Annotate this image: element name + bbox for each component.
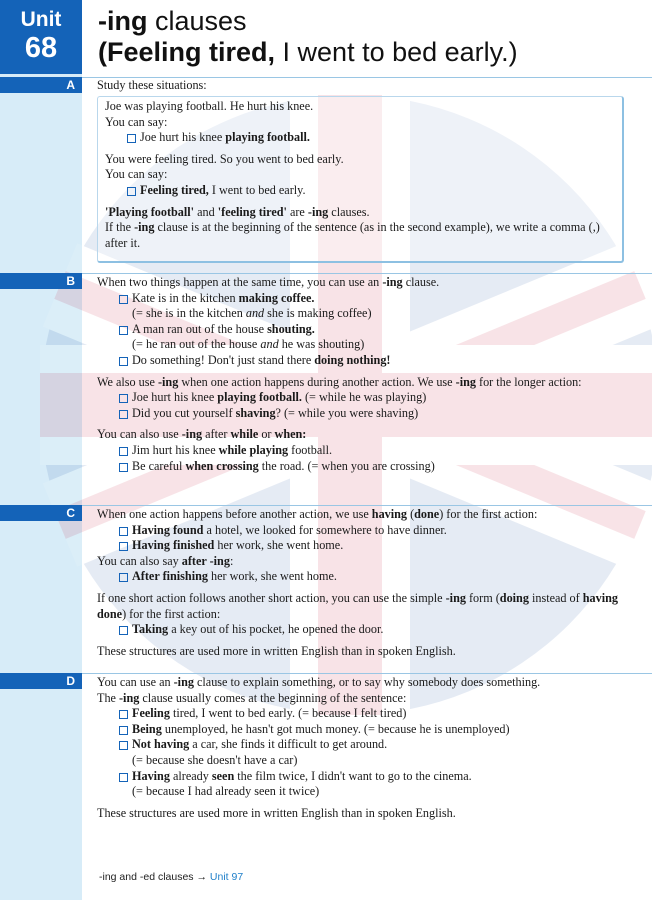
example-item: Having already seen the film twice, I didn't want to go to the cinema. xyxy=(97,769,619,785)
example-item: After finishing her work, she went home. xyxy=(97,569,619,585)
gloss: (= because she doesn't have a car) xyxy=(132,752,298,767)
unit-97-link[interactable]: Unit 97 xyxy=(209,871,244,883)
section-b-content: When two things happen at the same time, you can use an -ing clause. Kate is in the kitchen making coffee. (= she is in the kitchen and she is making coffee) A man ran out of the house shouting. (= he ran out of the house and he was shouting) Do something! Don't just stand there doing nothing! We also use -ing when one action happens during another action. We use -ing for the longer action: Joe hurt his knee playing football. (= while he was playing) Did you cut yourself shaving? (= while you were shaving) You can also use -ing after while or when: Jim hurt his knee while playing football. Be careful when crossing the road. (= when you are crossing) xyxy=(97,275,619,474)
section-a-intro: Study these situations: xyxy=(97,78,207,92)
example-item: Jim hurt his knee while playing football. xyxy=(97,443,619,459)
example-item: Joe hurt his knee playing football. xyxy=(105,130,615,146)
example-item: Not having a car, she finds it difficult to get around. xyxy=(97,737,619,753)
example-item: Having finished her work, she went home. xyxy=(97,538,619,554)
section-a-marker: A xyxy=(0,77,82,93)
section-d-content: You can use an -ing clause to explain something, or to say why somebody does something. The -ing clause usually comes at the beginning of the sentence: Feeling tired, I went to bed early. (= because I felt tired) Being unemployed, he hasn't got much money. (= because he is unemployed) Not having a car, she finds it difficult to get around. (= because she doesn't have a car) Having already seen the film twice, I didn't want to go to the cinema. (= because I had already seen it twice) These structures are used more in written English than in spoken English. xyxy=(97,675,619,821)
section-a-box-content: Joe was playing football. He hurt his knee. You can say: Joe hurt his knee playing football. You were feeling tired. So you went to bed early. You can say: Feeling tired, I went to bed early. 'Playing football' and 'feeling tired' are -ing clauses. If the -ing clause is at the beginning of the sentence (as in the second example), we write a comma (,) after it. xyxy=(105,99,615,251)
section-c-divider xyxy=(82,505,652,506)
example-item: Do something! Don't just stand there doing nothing! xyxy=(97,353,619,369)
example-item: A man ran out of the house shouting. xyxy=(97,322,619,338)
left-sidebar xyxy=(0,0,82,900)
example-item: Feeling tired, I went to bed early. (= because I felt tired) xyxy=(97,706,619,722)
unit-label: Unit xyxy=(20,8,62,31)
cross-reference-footer: -ing and -ed clauses → Unit 97 xyxy=(99,871,244,883)
example-item: Taking a key out of his pocket, he opened the door. xyxy=(97,622,619,638)
example-item: Did you cut yourself shaving? (= while you were shaving) xyxy=(97,406,619,422)
unit-number: 68 xyxy=(24,32,58,64)
example-item: Having found a hotel, we looked for somewhere to have dinner. xyxy=(97,523,619,539)
section-b-marker: B xyxy=(0,273,82,289)
unit-badge xyxy=(0,0,82,74)
gloss: (= she is in the kitchen and she is making coffee) xyxy=(132,306,372,321)
example-item: Kate is in the kitchen making coffee. xyxy=(97,291,619,307)
section-d-marker: D xyxy=(0,673,82,689)
arrow-icon: → xyxy=(196,871,207,883)
example-item: Feeling tired, I went to bed early. xyxy=(105,183,615,199)
example-item: Joe hurt his knee playing football. (= while he was playing) xyxy=(97,390,619,406)
example-item: Be careful when crossing the road. (= when you are crossing) xyxy=(97,459,619,475)
section-c-content: When one action happens before another action, we use having (done) for the first action: Having found a hotel, we looked for somewhere to have dinner. Having finished her work, she went home. You can also say after -ing: After finishing her work, she went home. If one short action follows another short action, you can use the simple -ing form (doing instead of having done) for the first action: Taking a key out of his pocket, he opened the door. These structures are used more in written English than in spoken English. xyxy=(97,507,618,658)
example-item: Being unemployed, he hasn't got much money. (= because he is unemployed) xyxy=(97,722,619,738)
section-d-divider xyxy=(82,673,652,674)
section-b-divider xyxy=(82,273,652,274)
page-title: -ing clauses (Feeling tired, I went to bed early.) xyxy=(98,6,518,67)
gloss: (= he ran out of the house and he was shouting) xyxy=(132,337,365,352)
gloss: (= because I had already seen it twice) xyxy=(132,784,320,799)
section-c-marker: C xyxy=(0,505,82,521)
